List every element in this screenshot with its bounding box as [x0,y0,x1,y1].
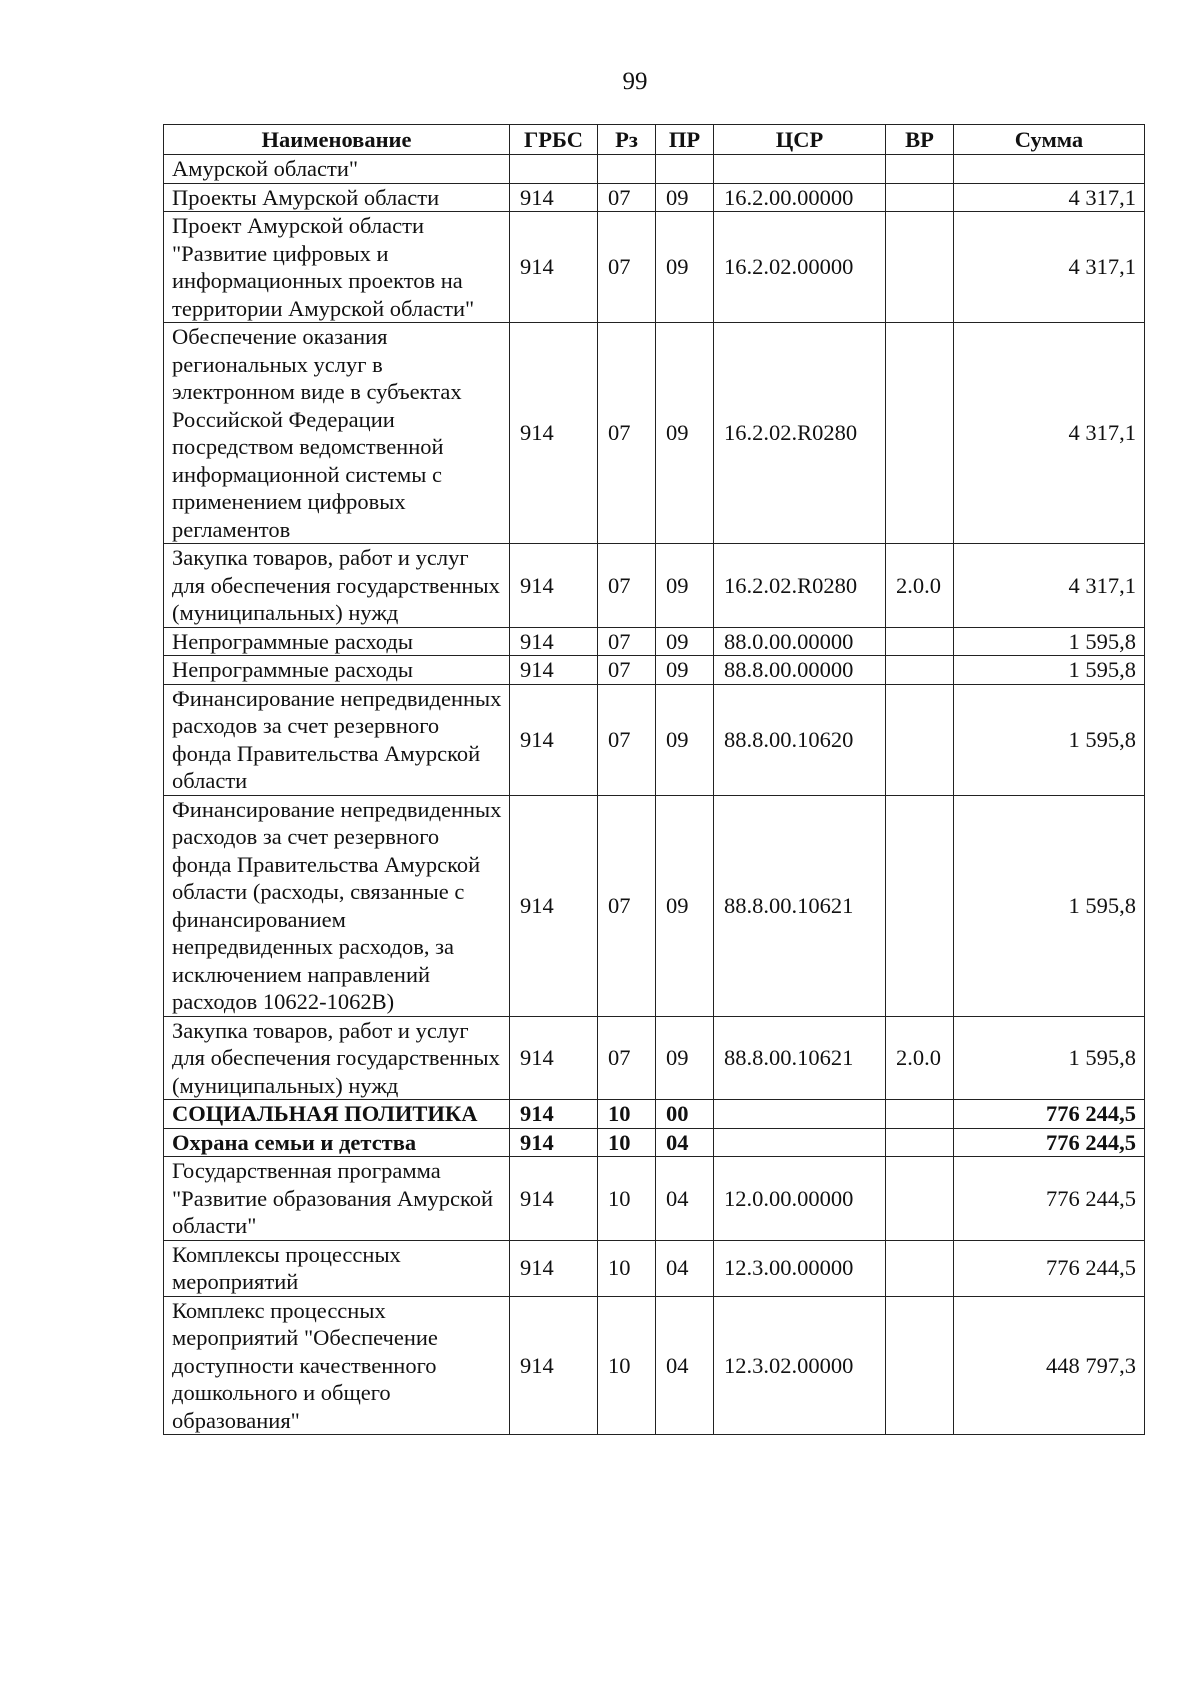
cell-vr [886,1240,954,1296]
cell-vr [886,1128,954,1157]
table-row [164,1016,1145,1100]
cell-sum: 776 244,5 [954,1240,1145,1296]
cell-sum: 4 317,1 [954,183,1145,212]
cell-name: Проект Амурской области "Развитие цифровых и информационных проектов на территории Амурской области" [164,212,510,323]
cell-csr: 16.2.02.R0280 [714,544,886,628]
cell-name: Закупка товаров, работ и услуг для обеспечения государственных (муниципальных) нужд [164,1016,510,1100]
table-row [164,1296,1145,1435]
column-header-grbs: ГРБС [510,125,598,155]
cell-sum [954,155,1145,184]
cell-csr: 88.0.00.00000 [714,627,886,656]
cell-sum: 776 244,5 [954,1157,1145,1241]
table-row [164,627,1145,656]
table-body [164,155,1145,1435]
cell-rz: 07 [598,656,656,685]
cell-csr: 16.2.00.00000 [714,183,886,212]
cell-pr: 09 [656,323,714,544]
cell-csr: 12.3.00.00000 [714,1240,886,1296]
cell-name: Комплексы процессных мероприятий [164,1240,510,1296]
cell-csr: 88.8.00.10620 [714,684,886,795]
cell-pr: 00 [656,1100,714,1129]
cell-rz: 07 [598,1016,656,1100]
cell-vr [886,1100,954,1129]
budget-table [163,124,1145,1435]
table-row [164,155,1145,184]
cell-name: Финансирование непредвиденных расходов за счет резервного фонда Правительства Амурской области [164,684,510,795]
cell-rz: 10 [598,1240,656,1296]
cell-sum: 1 595,8 [954,795,1145,1016]
table-row [164,1157,1145,1241]
cell-vr [886,795,954,1016]
table-row [164,323,1145,544]
table-row [164,1240,1145,1296]
cell-pr: 09 [656,1016,714,1100]
table-row [164,212,1145,323]
cell-csr: 16.2.02.R0280 [714,323,886,544]
table-row [164,183,1145,212]
table-row [164,544,1145,628]
cell-grbs: 914 [510,544,598,628]
cell-name: Финансирование непредвиденных расходов за счет резервного фонда Правительства Амурской области (расходы, связанные с финансированием непредвиденных расходов, за исключением направлений расходов 10622-1062В) [164,795,510,1016]
cell-csr: 88.8.00.10621 [714,1016,886,1100]
cell-csr [714,1128,886,1157]
column-header-vr: ВР [886,125,954,155]
cell-name: Обеспечение оказания региональных услуг в электронном виде в субъектах Российской Федерации посредством ведомственной информационной системы с применением цифровых регламентов [164,323,510,544]
cell-grbs: 914 [510,1016,598,1100]
cell-rz: 07 [598,544,656,628]
cell-vr [886,684,954,795]
cell-rz: 10 [598,1296,656,1435]
cell-pr: 09 [656,795,714,1016]
cell-pr: 09 [656,212,714,323]
cell-grbs: 914 [510,627,598,656]
column-header-rz: Рз [598,125,656,155]
column-header-csr: ЦСР [714,125,886,155]
cell-name: Охрана семьи и детства [164,1128,510,1157]
cell-rz: 10 [598,1157,656,1241]
cell-grbs: 914 [510,183,598,212]
cell-name: Государственная программа "Развитие образования Амурской области" [164,1157,510,1241]
table-row [164,684,1145,795]
cell-csr: 16.2.02.00000 [714,212,886,323]
cell-pr: 09 [656,183,714,212]
cell-rz: 07 [598,183,656,212]
cell-pr: 09 [656,627,714,656]
cell-grbs: 914 [510,323,598,544]
cell-sum: 1 595,8 [954,684,1145,795]
cell-rz: 07 [598,212,656,323]
cell-grbs: 914 [510,1128,598,1157]
cell-name: СОЦИАЛЬНАЯ ПОЛИТИКА [164,1100,510,1129]
cell-sum: 776 244,5 [954,1100,1145,1129]
cell-pr: 09 [656,544,714,628]
cell-pr: 04 [656,1157,714,1241]
cell-csr: 12.3.02.00000 [714,1296,886,1435]
cell-grbs: 914 [510,1157,598,1241]
cell-pr: 04 [656,1128,714,1157]
table-row [164,1128,1145,1157]
cell-rz: 10 [598,1100,656,1129]
cell-pr [656,155,714,184]
cell-grbs: 914 [510,1100,598,1129]
cell-grbs: 914 [510,1240,598,1296]
cell-csr: 88.8.00.10621 [714,795,886,1016]
cell-vr: 2.0.0 [886,544,954,628]
cell-rz: 07 [598,627,656,656]
column-header-pr: ПР [656,125,714,155]
cell-name: Амурской области" [164,155,510,184]
cell-csr: 12.0.00.00000 [714,1157,886,1241]
cell-vr [886,1296,954,1435]
cell-grbs: 914 [510,795,598,1016]
cell-grbs: 914 [510,1296,598,1435]
cell-sum: 1 595,8 [954,627,1145,656]
cell-pr: 04 [656,1296,714,1435]
cell-csr [714,155,886,184]
cell-csr: 88.8.00.00000 [714,656,886,685]
cell-rz [598,155,656,184]
cell-name: Проекты Амурской области [164,183,510,212]
table-row [164,795,1145,1016]
cell-vr [886,1157,954,1241]
cell-vr [886,212,954,323]
cell-sum: 4 317,1 [954,323,1145,544]
cell-pr: 04 [656,1240,714,1296]
cell-name: Комплекс процессных мероприятий "Обеспечение доступности качественного дошкольного и общего образования" [164,1296,510,1435]
cell-rz: 10 [598,1128,656,1157]
cell-csr [714,1100,886,1129]
cell-sum: 776 244,5 [954,1128,1145,1157]
column-header-sum: Сумма [954,125,1145,155]
cell-name: Непрограммные расходы [164,656,510,685]
cell-grbs: 914 [510,684,598,795]
cell-grbs: 914 [510,212,598,323]
cell-rz: 07 [598,684,656,795]
cell-vr: 2.0.0 [886,1016,954,1100]
cell-vr [886,183,954,212]
cell-pr: 09 [656,656,714,685]
cell-name: Непрограммные расходы [164,627,510,656]
cell-sum: 448 797,3 [954,1296,1145,1435]
cell-grbs: 914 [510,656,598,685]
cell-rz: 07 [598,323,656,544]
table-row [164,656,1145,685]
column-header-name: Наименование [164,125,510,155]
cell-vr [886,323,954,544]
table-row [164,1100,1145,1129]
cell-sum: 1 595,8 [954,656,1145,685]
cell-vr [886,656,954,685]
table-header-row [164,125,1145,155]
cell-sum: 4 317,1 [954,212,1145,323]
cell-grbs [510,155,598,184]
cell-name: Закупка товаров, работ и услуг для обеспечения государственных (муниципальных) нужд [164,544,510,628]
cell-sum: 4 317,1 [954,544,1145,628]
cell-vr [886,155,954,184]
cell-rz: 07 [598,795,656,1016]
cell-pr: 09 [656,684,714,795]
page-number: 99 [622,68,648,95]
cell-sum: 1 595,8 [954,1016,1145,1100]
cell-vr [886,627,954,656]
